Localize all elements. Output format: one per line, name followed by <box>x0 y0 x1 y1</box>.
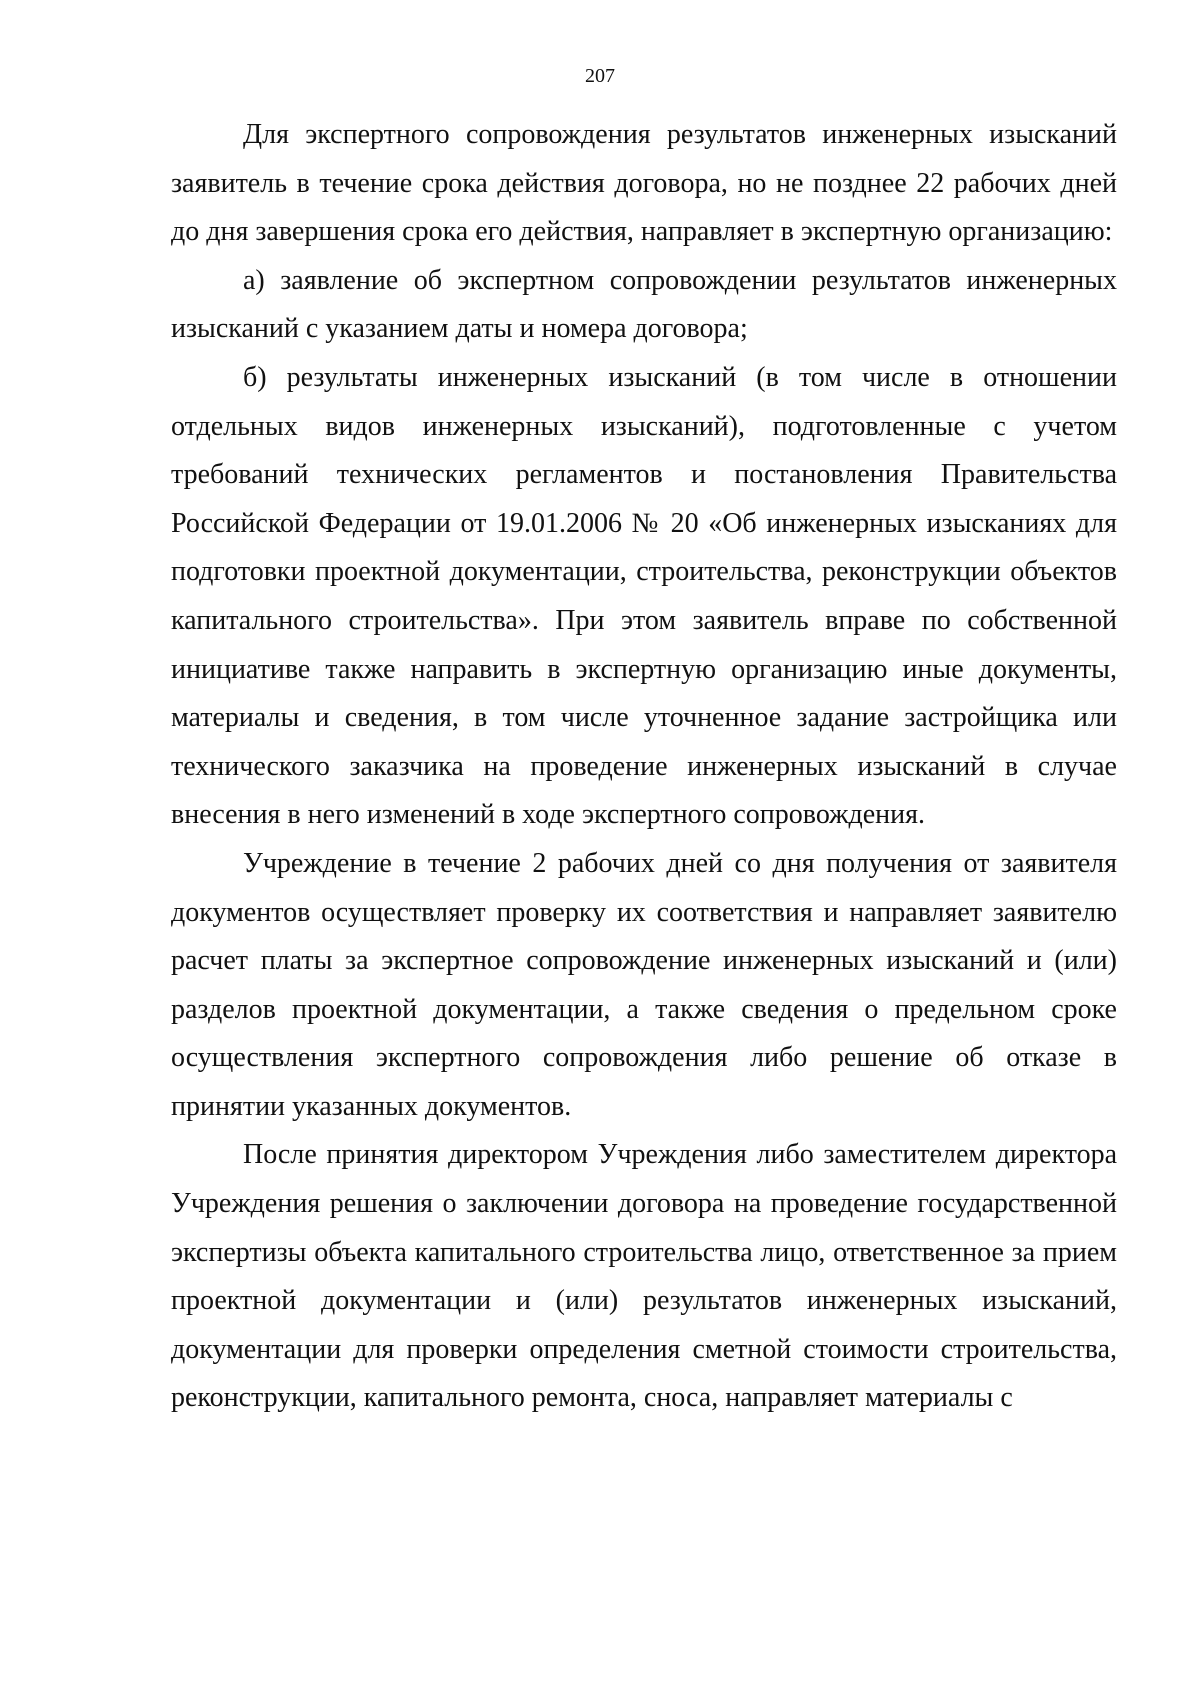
document-body <box>171 111 1117 1423</box>
paragraph-item-a: а) заявление об экспертном сопровождении результатов инженерных изысканий с указанием даты и номера договора; <box>171 264 1117 345</box>
paragraph-after-decision: После принятия директором Учреждения либо заместителем директора Учреждения решения о заключении договора на проведение государственной экспертизы объекта капитального строительства лицо, ответственное за прием проектной документации и (или) результатов инженерных изысканий, документации для проверки определения сметной стоимости строительства, реконструкции, капитального ремонта, сноса, направляет материалы с <box>171 1139 1117 1414</box>
page-number: 207 <box>585 65 615 87</box>
paragraph-institution-check: Учреждение в течение 2 рабочих дней со дня получения от заявителя документов осуществляет проверку их соответствия и направляет заявителю расчет платы за экспертное сопровождение инженерных изысканий и (или) разделов проектной документации, а также сведения о предельном сроке осуществления экспертного сопровождения либо решение об отказе в принятии указанных документов. <box>171 847 1117 1122</box>
paragraph-expert-support-intro: Для экспертного сопровождения результатов инженерных изысканий заявитель в течение срока действия договора, но не позднее 22 рабочих дней до дня завершения срока его действия, направляет в экспертную организацию: <box>171 119 1117 248</box>
paragraph-item-b: б) результаты инженерных изысканий (в том числе в отношении отдельных видов инженерных изысканий), подготовленные с учетом требований технических регламентов и постановления Правительства Российской Федерации от 19.01.2006 № 20 «Об инженерных изысканиях для подготовки проектной документации, строительства, реконструкции объектов капитального строительства». При этом заявитель вправе по собственной инициативе также направить в экспертную организацию иные документы, материалы и сведения, в том числе уточненное задание застройщика или технического заказчика на проведение инженерных изысканий в случае внесения в него изменений в ходе экспертного сопровождения. <box>171 361 1117 831</box>
